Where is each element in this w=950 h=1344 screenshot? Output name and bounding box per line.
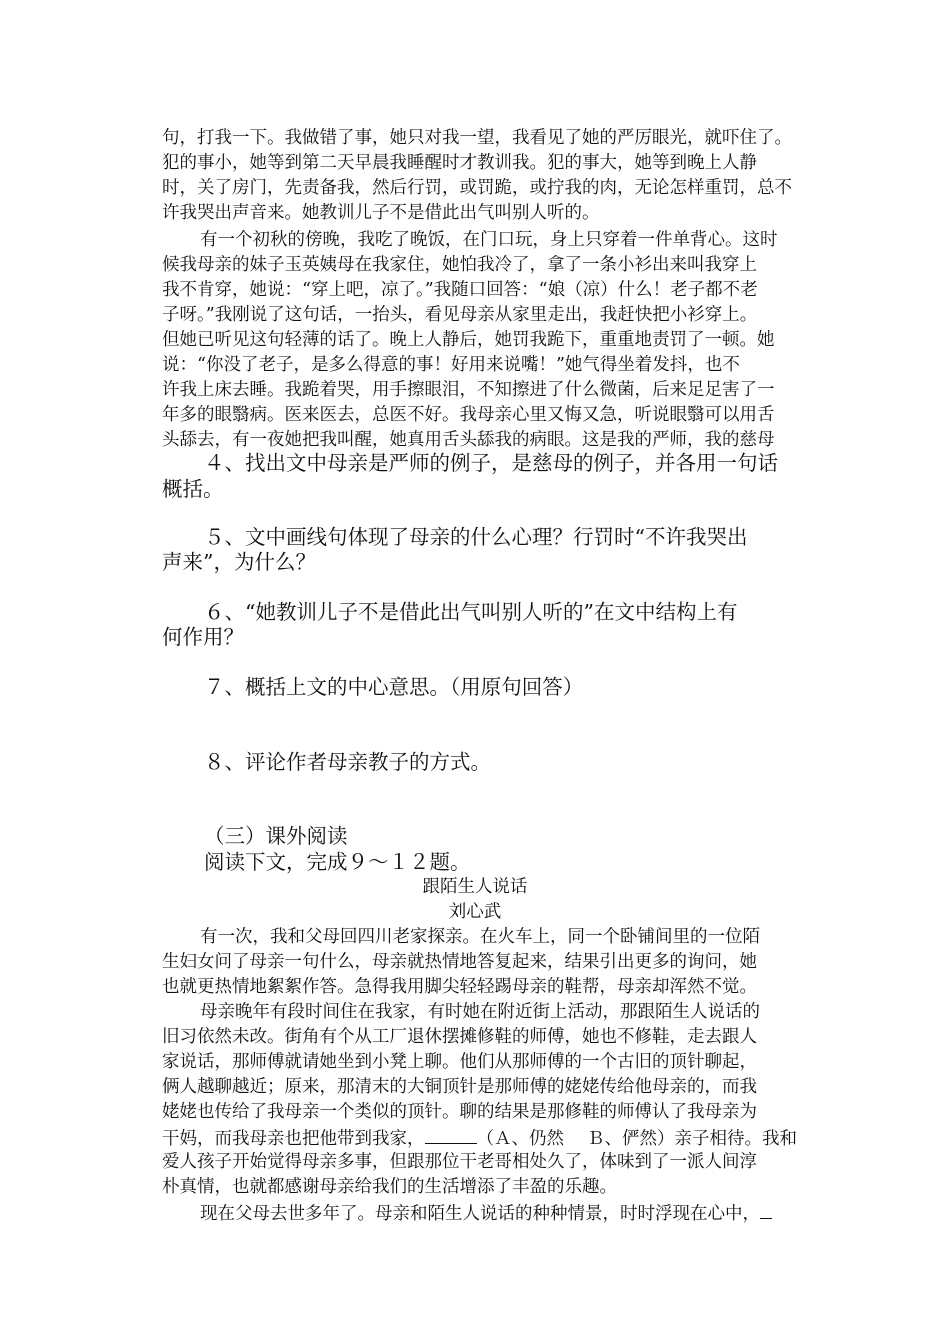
passage2-line-3: 也就更热情地絮絮作答。急得我用脚尖轻轻踢母亲的鞋帮，母亲却浑然不觉。	[162, 977, 757, 997]
passage1-line-3: 时，关了房门，先责备我，然后行罚，或罚跪，或拧我的肉，无论怎样重罚，总不	[162, 178, 792, 198]
section-instruction: 阅读下文，完成９～１２题。	[204, 850, 471, 874]
passage1-line-8: 子呀。”我刚说了这句话，一抬头，看见母亲从家里走出，我赶快把小衫穿上。	[162, 305, 758, 325]
passage1-line-6: 候我母亲的妹子玉英姨母在我家住，她怕我冷了，拿了一条小衫出来叫我穿上	[162, 255, 757, 275]
question-6-line-1: ６、“她教训儿子不是借此出气叫别人听的”在文中结构上有	[204, 600, 738, 624]
passage1-line-2: 犯的事小，她等到第二天早晨我睡醒时才教训我。犯的事大，她等到晚上人静	[162, 153, 757, 173]
question-7: ７、概括上文的中心意思。（用原句回答）	[204, 675, 584, 699]
question-5-line-1: ５、文中画线句体现了母亲的什么心理？行罚时“不许我哭出	[204, 525, 748, 549]
section-heading: （三）课外阅读	[204, 824, 348, 848]
question-4-line-1: ４、找出文中母亲是严师的例子，是慈母的例子，并各用一句话	[204, 451, 778, 475]
passage2-line-9-end: （Ａ、仍然 Ｂ、俨然）亲子相待。我和	[476, 1129, 798, 1149]
answer-blank[interactable]	[425, 1125, 477, 1144]
article-author: 刘心武	[448, 902, 502, 922]
passage2-line-9	[162, 1125, 797, 1151]
passage2-line-10: 爱人孩子开始觉得母亲多事，但跟那位干老哥相处久了，体味到了一派人间淳	[162, 1152, 757, 1172]
passage1-line-9: 但她已听见这句轻薄的话了。晚上人静后，她罚我跪下，重重地责罚了一顿。她	[162, 330, 775, 350]
passage1-line-10: 说：“你没了老子，是多么得意的事！好用来说嘴！”她气得坐着发抖，也不	[162, 355, 740, 375]
passage2-line-12	[200, 1200, 772, 1226]
passage1-line-7: 我不肯穿，她说：“穿上吧，凉了。”我随口回答：“娘（凉）什么！老子都不老	[162, 280, 758, 300]
passage1-line-13: 头舔去，有一夜她把我叫醒，她真用舌头舔我的病眼。这是我的严师，我的慈母	[162, 430, 775, 450]
passage1-line-12: 年多的眼翳病。医来医去，总医不好。我母亲心里又悔又急，听说眼翳可以用舌	[162, 405, 775, 425]
question-6-line-2: 何作用？	[162, 625, 244, 649]
passage2-line-6: 家说话，那师傅就请她坐到小凳上聊。他们从那师傅的一个古旧的顶针聊起，	[162, 1052, 757, 1072]
passage2-line-1: 有一次，我和父母回四川老家探亲。在火车上，同一个卧铺间里的一位陌	[200, 927, 760, 947]
passage1-line-5: 有一个初秋的傍晚，我吃了晚饭，在门口玩，身上只穿着一件单背心。这时	[200, 230, 778, 250]
passage1-line-1: 句，打我一下。我做错了事，她只对我一望，我看见了她的严厉眼光，就吓住了。	[162, 128, 792, 148]
passage1-line-11: 许我上床去睡。我跪着哭，用手擦眼泪，不知擦进了什么微菌，后来足足害了一	[162, 380, 775, 400]
passage2-line-2: 生妇女问了母亲一句什么，母亲就热情地答复起来，结果引出更多的询问，她	[162, 952, 757, 972]
article-title: 跟陌生人说话	[422, 877, 528, 897]
passage2-line-11: 朴真情，也就都感谢母亲给我们的生活增添了丰盈的乐趣。	[162, 1177, 617, 1197]
passage2-line-9-start: 干妈，而我母亲也把他带到我家，	[162, 1129, 425, 1149]
passage2-line-4: 母亲晚年有段时间住在我家，有时她在附近街上活动，那跟陌生人说话的	[200, 1002, 760, 1022]
passage2-line-8: 姥姥也传给了我母亲一个类似的顶针。聊的结果是那修鞋的师傅认了我母亲为	[162, 1102, 757, 1122]
trailing-blank[interactable]	[760, 1200, 772, 1219]
question-5-line-2: 声来”，为什么？	[162, 550, 316, 574]
passage2-line-7: 俩人越聊越近；原来，那清末的大铜顶针是那师傅的姥姥传给他母亲的，而我	[162, 1077, 757, 1097]
passage2-line-5: 旧习依然未改。街角有个从工厂退休摆摊修鞋的师傅，她也不修鞋，走去跟人	[162, 1027, 757, 1047]
passage2-line-12-text: 现在父母去世多年了。母亲和陌生人说话的种种情景，时时浮现在心中，	[200, 1204, 760, 1224]
question-8: ８、评论作者母亲教子的方式。	[204, 750, 491, 774]
passage1-line-4: 许我哭出声音来。她教训儿子不是借此出气叫别人听的。	[162, 203, 600, 223]
question-4-line-2: 概括。	[162, 477, 224, 501]
